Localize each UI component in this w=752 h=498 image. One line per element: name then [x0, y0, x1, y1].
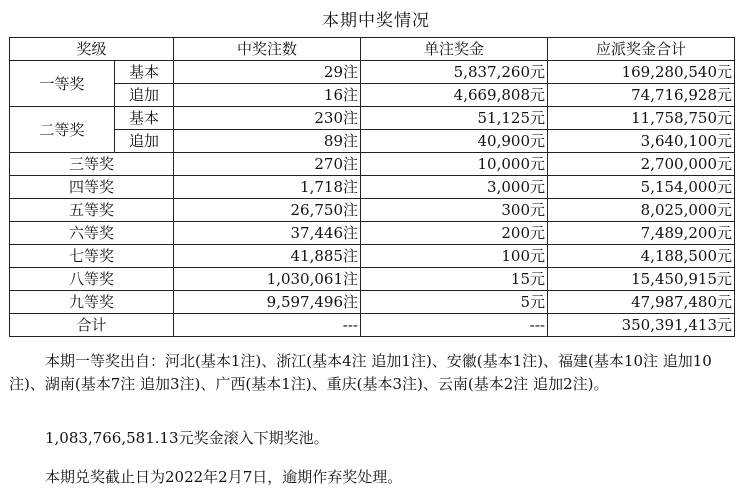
unit-prize-cell: 40,900元: [361, 130, 548, 153]
level-cell: 七等奖: [10, 245, 174, 268]
level-cell: 三等奖: [10, 153, 174, 176]
total-prize-cell: 5,154,000元: [548, 176, 735, 199]
table-row: [10, 245, 735, 268]
unit-prize-cell: 15元: [361, 268, 548, 291]
count-cell: 230注: [174, 107, 361, 130]
count-cell: 270注: [174, 153, 361, 176]
table-total-row: [10, 314, 735, 337]
count-cell: 89注: [174, 130, 361, 153]
prize-table: [9, 37, 735, 337]
count-cell: ---: [174, 314, 361, 337]
count-cell: 29注: [174, 61, 361, 84]
first-prize-note-text: 本期一等奖出自：河北(基本1注)、浙江(基本4注 追加1注)、安徽(基本1注)、福建(基本10注 追加10注)、湖南(基本7注 追加3注)、广西(基本1注)、重庆(基本3注)、云南(基本2注 追加2注)。: [9, 352, 712, 393]
page-title: 本期中奖情况: [322, 11, 430, 31]
unit-prize-cell: 4,669,808元: [361, 84, 548, 107]
level-cell: 六等奖: [10, 222, 174, 245]
level-cell: 二等奖: [10, 107, 115, 153]
table-header-row: [10, 38, 735, 61]
count-cell: 41,885注: [174, 245, 361, 268]
unit-prize-cell: 5,837,260元: [361, 61, 548, 84]
unit-prize-cell: 200元: [361, 222, 548, 245]
rollover-note-text: 1,083,766,581.13元奖金滚入下期奖池。: [45, 429, 329, 447]
total-prize-cell: 8,025,000元: [548, 199, 735, 222]
unit-prize-cell: ---: [361, 314, 548, 337]
table-row: [10, 199, 735, 222]
total-prize-cell: 169,280,540元: [548, 61, 735, 84]
total-prize-cell: 15,450,915元: [548, 268, 735, 291]
sub-level-cell: 追加: [115, 84, 174, 107]
unit-prize-cell: 300元: [361, 199, 548, 222]
total-prize-cell: 350,391,413元: [548, 314, 735, 337]
total-prize-cell: 11,758,750元: [548, 107, 735, 130]
sub-level-cell: 基本: [115, 61, 174, 84]
header-unit-prize: 单注奖金: [361, 38, 548, 61]
unit-prize-cell: 3,000元: [361, 176, 548, 199]
count-cell: 37,446注: [174, 222, 361, 245]
first-prize-note: [9, 350, 733, 396]
level-cell: 八等奖: [10, 268, 174, 291]
unit-prize-cell: 100元: [361, 245, 548, 268]
count-cell: 16注: [174, 84, 361, 107]
total-prize-cell: 4,188,500元: [548, 245, 735, 268]
header-level: 奖级: [10, 38, 174, 61]
table-row: [10, 61, 735, 84]
total-prize-cell: 3,640,100元: [548, 130, 735, 153]
sub-level-cell: 追加: [115, 130, 174, 153]
level-cell: 一等奖: [10, 61, 115, 107]
count-cell: 9,597,496注: [174, 291, 361, 314]
level-cell: 四等奖: [10, 176, 174, 199]
unit-prize-cell: 51,125元: [361, 107, 548, 130]
deadline-note-text: 本期兑奖截止日为2022年2月7日，逾期作弃奖处理。: [45, 468, 403, 486]
header-total-prize: 应派奖金合计: [548, 38, 735, 61]
table-row: [10, 130, 735, 153]
unit-prize-cell: 5元: [361, 291, 548, 314]
level-cell: 九等奖: [10, 291, 174, 314]
total-prize-cell: 2,700,000元: [548, 153, 735, 176]
count-cell: 1,718注: [174, 176, 361, 199]
count-cell: 26,750注: [174, 199, 361, 222]
table-row: [10, 222, 735, 245]
table-row: [10, 107, 735, 130]
total-prize-cell: 74,716,928元: [548, 84, 735, 107]
rollover-note: [9, 427, 733, 450]
level-cell: 合计: [10, 314, 174, 337]
sub-level-cell: 基本: [115, 107, 174, 130]
table-row: [10, 268, 735, 291]
count-cell: 1,030,061注: [174, 268, 361, 291]
table-row: [10, 84, 735, 107]
header-count: 中奖注数: [174, 38, 361, 61]
table-row: [10, 176, 735, 199]
level-cell: 五等奖: [10, 199, 174, 222]
total-prize-cell: 47,987,480元: [548, 291, 735, 314]
table-row: [10, 291, 735, 314]
deadline-note: [9, 466, 733, 489]
unit-prize-cell: 10,000元: [361, 153, 548, 176]
total-prize-cell: 7,489,200元: [548, 222, 735, 245]
table-row: [10, 153, 735, 176]
